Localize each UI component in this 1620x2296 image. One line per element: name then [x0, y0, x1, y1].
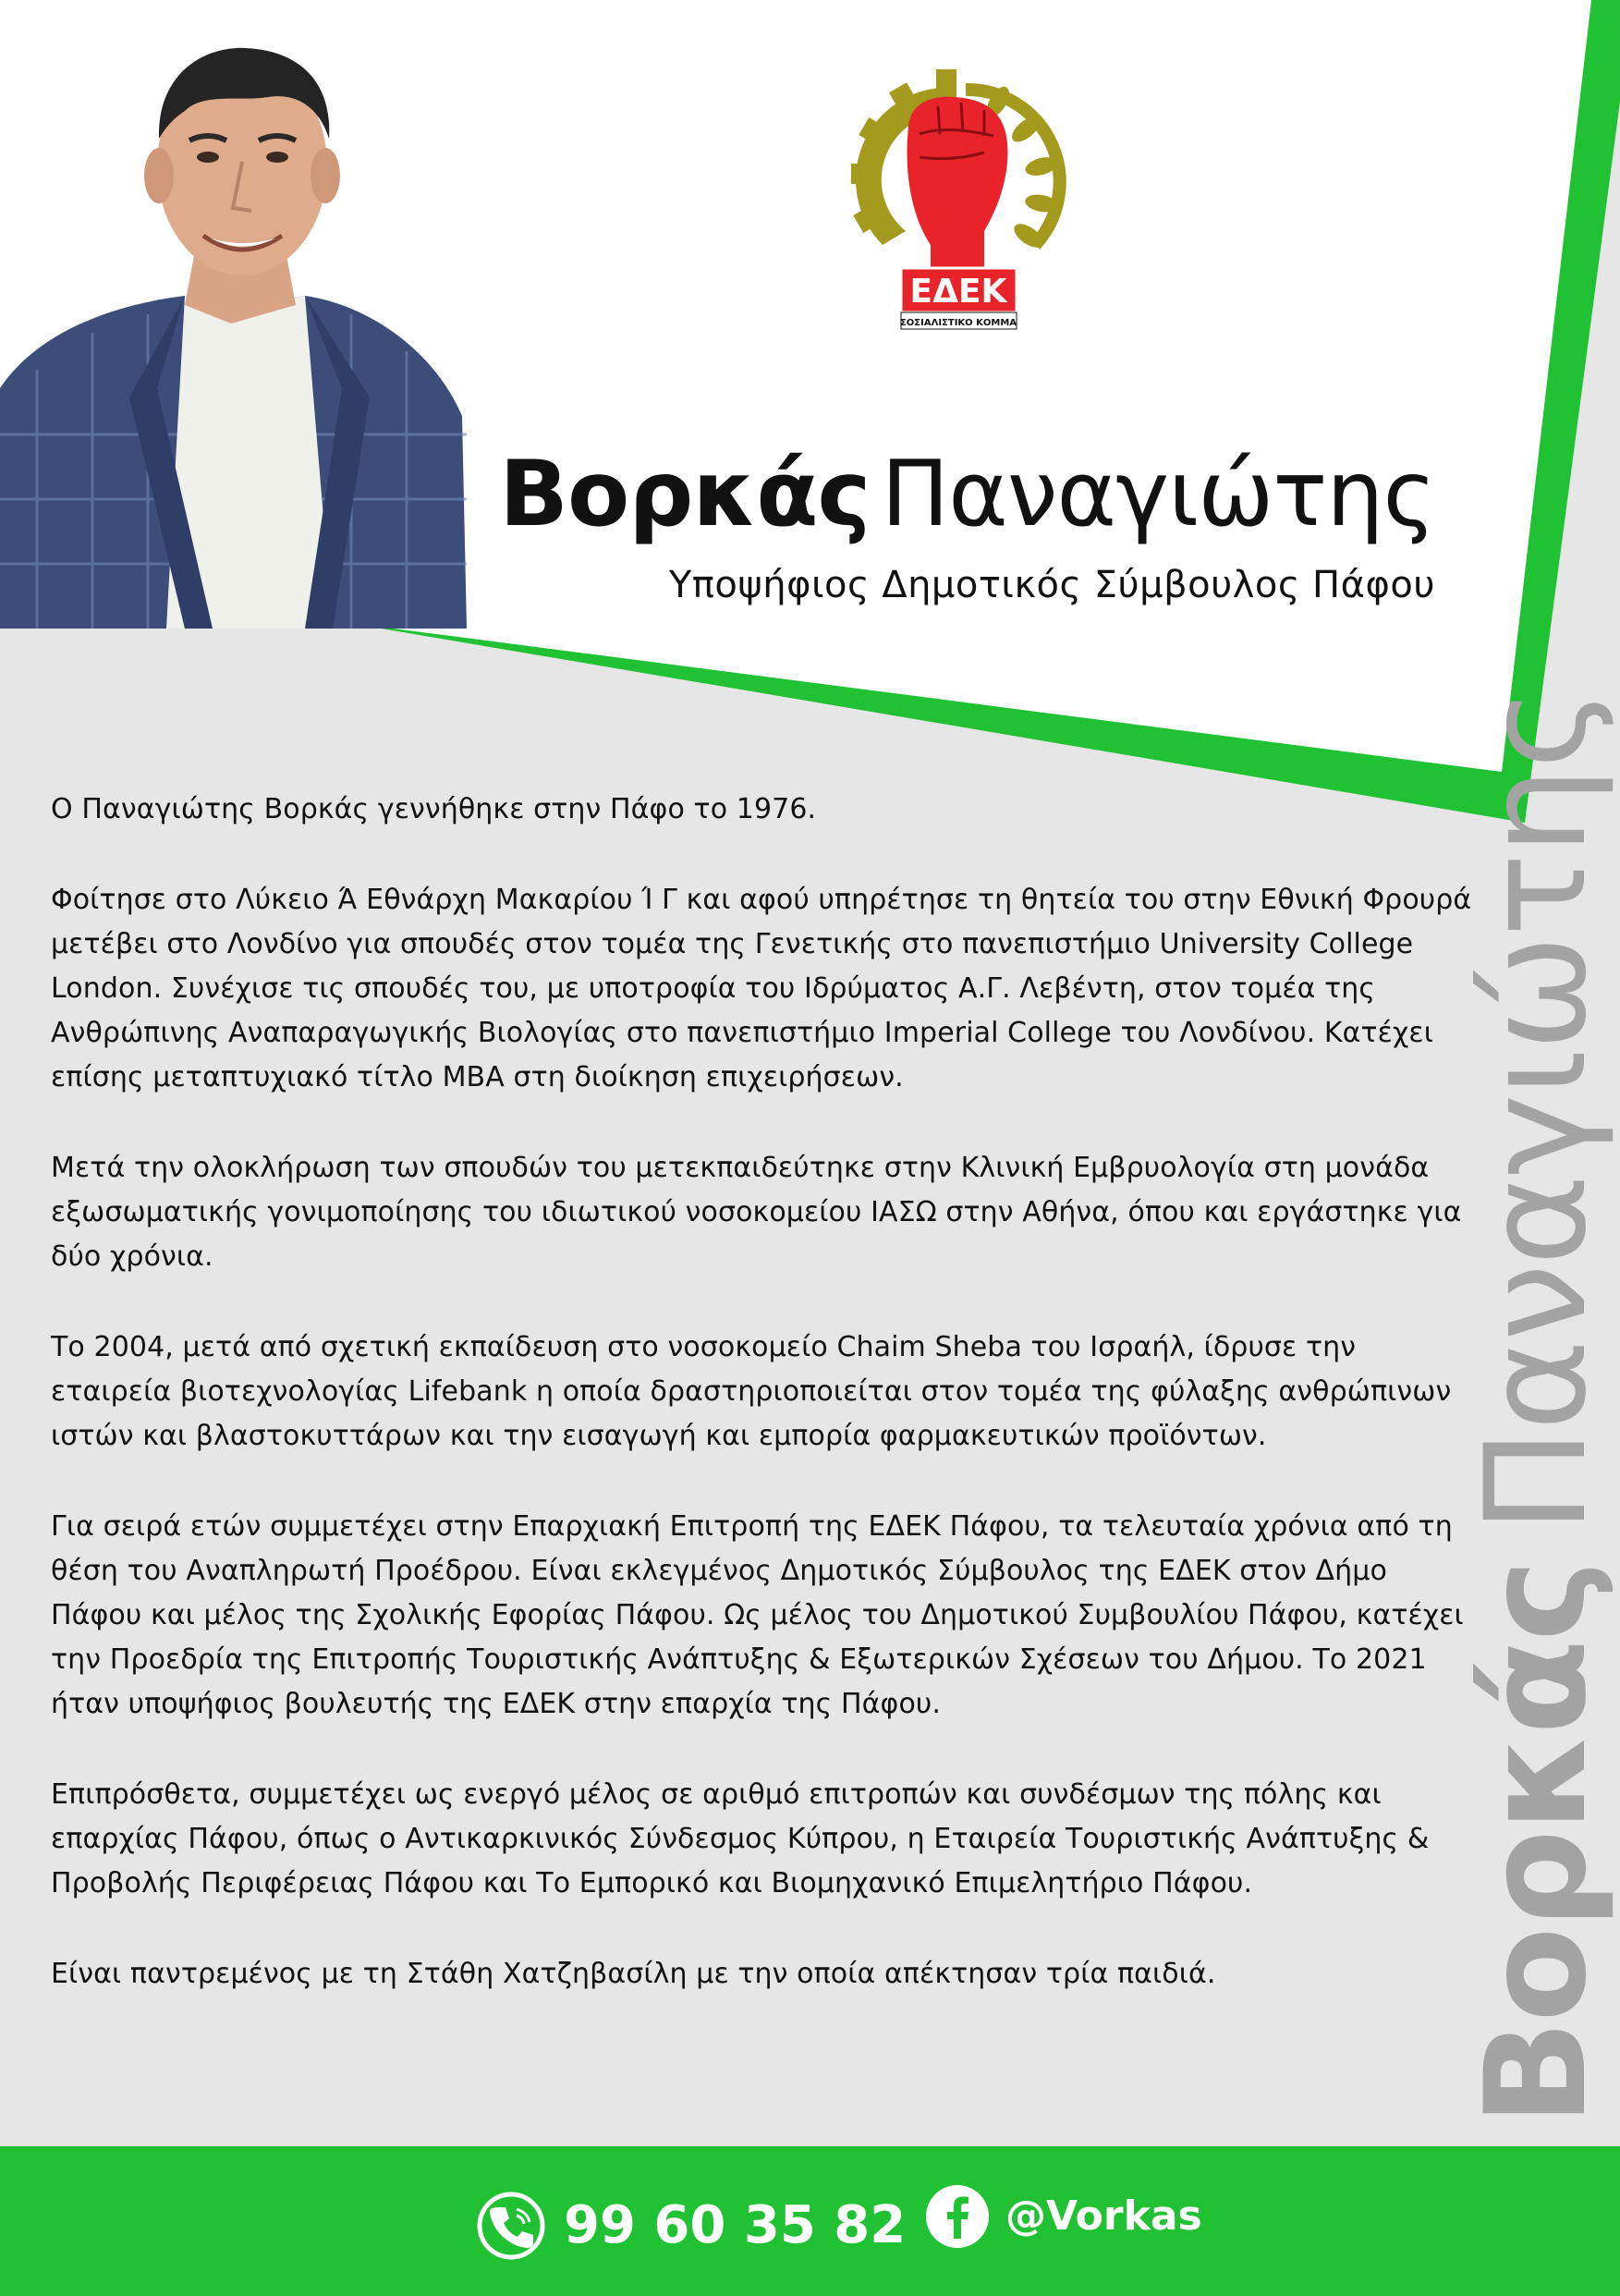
candidate-subtitle: Υποψήφιος Δημοτικός Σύμβουλος Πάφου	[668, 564, 1435, 606]
bio-paragraph: Το 2004, μετά από σχετική εκπαίδευση στο νοσοκομείο Chaim Sheba του Ισραήλ, ίδρυσε την εταιρεία βιοτεχνολογίας Lifebank η οποία δραστηριοποιείται στον τομέα της φύλαξης ανθρώπινων ιστών και βλαστοκυττάρων και την εισαγωγή και εμπορία φαρμακευτικών προϊόντων.	[51, 1331, 1452, 1452]
bio-paragraph: Μετά την ολοκλήρωση των σπουδών του μετεκπαιδεύτηκε στην Κλινική Εμβρυολογία στη μονάδα εξωσωματικής γονιμοποίησης του ιδιωτικού νοσοκομείου ΙΑΣΩ στην Αθήνα, όπου και εργάστηκε για δύο χρόνια.	[51, 1152, 1462, 1273]
bio-paragraph: Είναι παντρεμένος με τη Στάθη Χατζηβασίλη με την οποία απέκτησαν τρία παιδιά.	[51, 1958, 1216, 1990]
candidate-surname: Βορκάς	[499, 442, 871, 547]
vertical-given-name: Παναγιώτης	[1456, 689, 1617, 1533]
biography	[51, 788, 1483, 2043]
edek-logo	[846, 69, 1067, 365]
bio-paragraph: Για σειρά ετών συμμετέχει στην Επαρχιακή Επιτροπή της ΕΔΕΚ Πάφου, τα τελευταία χρόνια από τη θέση του Αναπληρωτή Προέδρου. Είναι εκλεγμένος Δημοτικός Σύμβουλος της ΕΔΕΚ στον Δήμο Πάφου και μέλος της Σχολικής Εφορίας Πάφου. Ως μέλος του Δημοτικού Συμβουλίου Πάφου, κατέχει την Προεδρία της Επιτροπής Τουριστικής Ανάπτυξης & Εξωτερικών Σχέσεων του Δήμου. Το 2021 ήταν υποψήφιος βουλευτής της ΕΔΕΚ στην επαρχία της Πάφου.	[51, 1510, 1464, 1720]
candidate-portrait	[0, 0, 481, 629]
bio-paragraph: Επιπρόσθετα, συμμετέχει ως ενεργό μέλος σε αριθμό επιτροπών και συνδέσμων της πόλης και επαρχίας Πάφου, όπως ο Αντικαρκινικός Σύνδεσμος Κύπρου, η Εταιρεία Τουριστικής Ανάπτυξης & Προβολής Περιφέρειας Πάφου και Το Εμπορικό και Βιομηχανικό Επιμελητήριο Πάφου.	[51, 1778, 1430, 1899]
phone-number[interactable]: 99 60 35 82	[564, 2195, 907, 2255]
logo-text: ΕΔΕΚ	[909, 273, 1007, 311]
bio-paragraph: Φοίτησε στο Λύκειο Ά Εθνάρχη Μακαρίου Ί Γ και αφού υπηρέτησε τη θητεία του στην Εθνική Φρουρά μετέβει στο Λονδίνο για σπουδές στον τομέα της Γενετικής στο πανεπιστήμιο University College London. Συνέχισε τις σπουδές του, με υποτροφία του Ιδρύματος Α.Γ. Λεβέντη, στον τομέα της Ανθρώπινης Αναπαραγωγικής Βιολογίας στο πανεπιστήμιο Imperial College του Λονδίνου. Κατέχει επίσης μεταπτυχιακό τίτλο ΜΒΑ στη διοίκηση επιχειρήσεων.	[51, 884, 1472, 1093]
bio-paragraph: Ο Παναγιώτης Βορκάς γεννήθηκε στην Πάφο το 1976.	[51, 793, 817, 825]
logo-subtext: ΣΟΣΙΑΛΙΣΤΙΚΟ ΚΟΜΜΑ	[899, 318, 1017, 328]
phone-icon	[476, 2191, 546, 2261]
facebook-handle[interactable]: @Vorkas	[1005, 2192, 1202, 2240]
facebook-icon	[924, 2183, 991, 2250]
vertical-name-watermark	[1456, 689, 1617, 2126]
candidate-name	[499, 442, 1435, 547]
vertical-surname: Βορκάς	[1456, 1560, 1617, 2126]
candidate-given-name: Παναγιώτης	[881, 442, 1435, 547]
